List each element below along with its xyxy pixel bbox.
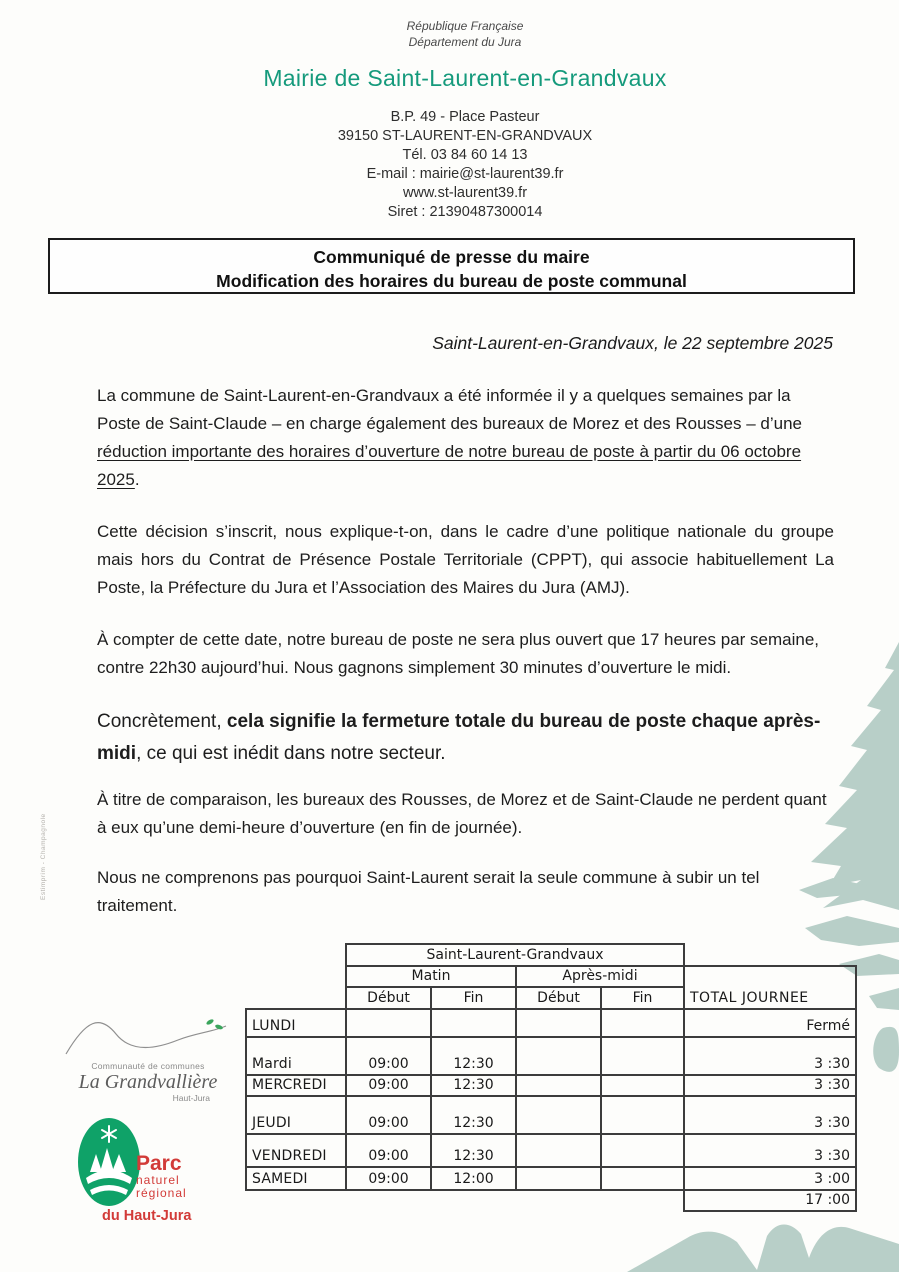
address-line: 39150 ST-LAURENT-EN-GRANDVAUX — [337, 128, 593, 144]
apres-midi-header: Après-midi — [516, 966, 684, 987]
letterhead — [97, 18, 833, 222]
time-cell — [516, 1037, 601, 1075]
departement-line: Département du Jura — [408, 35, 522, 49]
time-cell — [516, 1096, 601, 1134]
table-row-mercredi — [246, 1075, 856, 1096]
paragraph-4 — [97, 706, 834, 770]
document-body — [97, 382, 834, 944]
paragraph-4-lead: Concrètement, — [97, 711, 227, 732]
parc-word-regional: régional — [136, 1186, 187, 1200]
time-cell: 09:00 — [346, 1134, 431, 1167]
time-cell — [601, 1167, 684, 1190]
table-row-title — [246, 944, 856, 966]
table-row-vendredi — [246, 1134, 856, 1167]
table-row-lundi — [246, 1009, 856, 1037]
press-release-banner — [48, 238, 855, 294]
time-cell — [601, 1096, 684, 1134]
parc-haut-jura-logo — [76, 1116, 226, 1228]
empty-cell — [246, 966, 346, 987]
paragraph-4-bold: cela signifie la fermeture totale du bureau de poste chaque après-midi — [97, 711, 821, 764]
banner-title-line1: Communiqué de presse du maire — [313, 247, 590, 267]
debut-header: Début — [516, 987, 601, 1009]
week-total-cell: 17 :00 — [684, 1190, 856, 1211]
debut-header: Début — [346, 987, 431, 1009]
parc-word-naturel: naturel — [136, 1173, 180, 1187]
grandvalliere-name: La Grandvallière — [78, 1071, 218, 1093]
time-cell: 12:30 — [431, 1134, 516, 1167]
time-cell: 12:30 — [431, 1096, 516, 1134]
day-cell: MERCREDI — [246, 1075, 346, 1096]
day-cell: VENDREDI — [246, 1134, 346, 1167]
empty-cell — [601, 1190, 684, 1211]
time-cell — [601, 1037, 684, 1075]
total-cell: 3 :30 — [684, 1075, 856, 1096]
website-line: www.st-laurent39.fr — [402, 185, 528, 201]
printer-credit-vertical-text: Estimprim - Champagnole — [40, 813, 47, 900]
email-line: E-mail : mairie@st-laurent39.fr — [366, 166, 564, 182]
empty-cell — [431, 1190, 516, 1211]
foliage-watermark — [599, 1214, 899, 1272]
banner-title-line2: Modification des horaires du bureau de poste communal — [216, 271, 687, 291]
paragraph-6: Nous ne comprenons pas pourquoi Saint-Laurent serait la seule commune à subir un tel traitement. — [97, 868, 760, 915]
paragraph-4-tail: , ce qui est inédit dans notre secteur. — [136, 743, 446, 764]
paragraph-1-underlined: réduction importante des horaires d’ouverture de notre bureau de poste à partir du 06 octobre 2025 — [97, 442, 802, 489]
parc-word-du-haut-jura: du Haut-Jura — [102, 1208, 192, 1224]
time-cell — [516, 1075, 601, 1096]
total-cell: 3 :30 — [684, 1096, 856, 1134]
time-cell — [431, 1009, 516, 1037]
empty-cell — [516, 1190, 601, 1211]
siret-line: Siret : 21390487300014 — [387, 204, 543, 220]
paragraph-2: Cette décision s’inscrit, nous explique-t-on, dans le cadre d’une politique nationale du groupe mais hors du Contrat de Présence Postale Territoriale (CPPT), qui associe habituellement La Poste, la Préfecture du Jura et l’Association des Maires du Jura (AMJ). — [97, 522, 834, 597]
empty-cell — [246, 987, 346, 1009]
parc-word: Parc — [136, 1152, 182, 1175]
grandvalliere-logo — [58, 1014, 238, 1103]
mairie-title: Mairie de Saint-Laurent-en-Grandvaux — [263, 65, 667, 91]
time-cell — [516, 1009, 601, 1037]
time-cell — [516, 1167, 601, 1190]
time-cell: 12:00 — [431, 1167, 516, 1190]
parc-emblem-icon — [76, 1116, 142, 1208]
table-row-groups — [246, 966, 856, 987]
opening-hours-table — [245, 943, 857, 1212]
parc-wordmark — [136, 1154, 187, 1200]
time-cell — [346, 1009, 431, 1037]
table-row-week-total — [246, 1190, 856, 1211]
time-cell: 12:30 — [431, 1037, 516, 1075]
fin-header: Fin — [431, 987, 516, 1009]
time-cell — [601, 1009, 684, 1037]
time-cell — [601, 1134, 684, 1167]
paragraph-5: À titre de comparaison, les bureaux des Rousses, de Morez et de Saint-Claude ne perdent quant à eux qu’une demi-heure d’ouverture (en fin de journée). — [97, 790, 827, 837]
time-cell — [516, 1134, 601, 1167]
table-row-mardi — [246, 1037, 856, 1075]
grandvalliere-region-line: Haut-Jura — [172, 1093, 210, 1103]
total-cell: Fermé — [684, 1009, 856, 1037]
paragraph-1-text: La commune de Saint-Laurent-en-Grandvaux a été informée il y a quelques semaines par la Poste de Saint-Claude – en charge également des bureaux de Morez et des Rousses – d’une — [97, 386, 803, 433]
paragraph-1 — [97, 382, 834, 494]
empty-cell — [246, 1190, 346, 1211]
day-cell: JEUDI — [246, 1096, 346, 1134]
table-title-cell: Saint-Laurent-Grandvaux — [346, 944, 684, 966]
phone-line: Tél. 03 84 60 14 13 — [402, 147, 528, 163]
total-cell: 3 :30 — [684, 1037, 856, 1075]
time-cell: 09:00 — [346, 1096, 431, 1134]
dateline: Saint-Laurent-en-Grandvaux, le 22 septembre 2025 — [432, 333, 833, 353]
day-cell: Mardi — [246, 1037, 346, 1075]
address-line: B.P. 49 - Place Pasteur — [390, 109, 540, 125]
time-cell: 09:00 — [346, 1075, 431, 1096]
empty-cell — [684, 944, 856, 966]
republique-line: République Française — [406, 19, 524, 33]
time-cell: 09:00 — [346, 1037, 431, 1075]
day-cell: SAMEDI — [246, 1167, 346, 1190]
grandvalliere-type-line: Communauté de communes — [91, 1061, 205, 1071]
total-cell: 3 :00 — [684, 1167, 856, 1190]
total-journee-header: TOTAL JOURNEE — [684, 966, 856, 1009]
time-cell: 12:30 — [431, 1075, 516, 1096]
paragraph-3: À compter de cette date, notre bureau de poste ne sera plus ouvert que 17 heures par semaine, contre 22h30 aujourd’hui. Nous gagnons simplement 30 minutes d’ouverture le midi. — [97, 630, 820, 677]
address-block — [97, 108, 833, 222]
day-cell: LUNDI — [246, 1009, 346, 1037]
time-cell: 09:00 — [346, 1167, 431, 1190]
empty-cell — [346, 1190, 431, 1211]
empty-corner-cell — [246, 944, 346, 966]
matin-header: Matin — [346, 966, 516, 987]
mountain-ridge-icon — [62, 1014, 234, 1056]
paragraph-1-period: . — [134, 470, 140, 489]
time-cell — [601, 1075, 684, 1096]
table-row-samedi — [246, 1167, 856, 1190]
fin-header: Fin — [601, 987, 684, 1009]
table-row-jeudi — [246, 1096, 856, 1134]
total-cell: 3 :30 — [684, 1134, 856, 1167]
